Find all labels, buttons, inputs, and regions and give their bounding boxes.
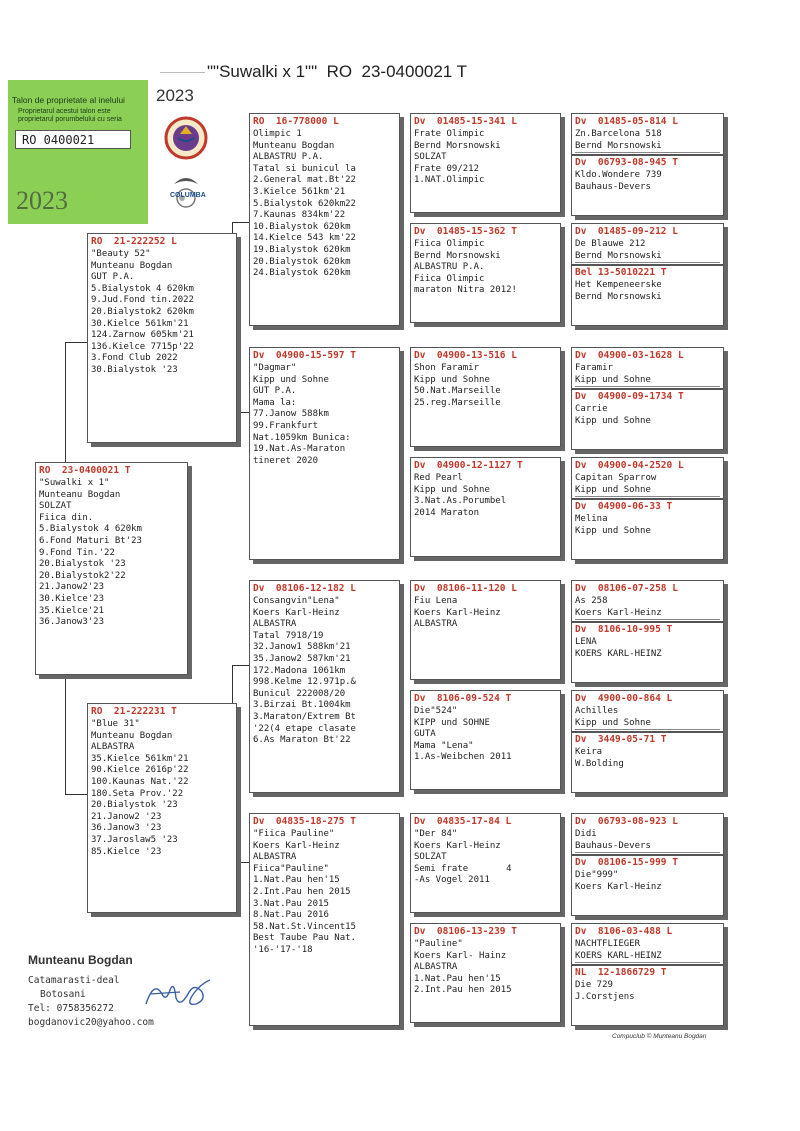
signature-icon (140, 972, 215, 1017)
ring-number: Dv 04900-06-33 T (575, 501, 673, 513)
ring-number: Dv 06793-08-923 L (575, 816, 678, 827)
pigeon-info-line: 1.Nat.Pau hen'15 (414, 973, 501, 984)
ring-number: Dv 8106-09-524 T (414, 693, 512, 704)
pigeon-info-line: 8.Nat.Pau 2016 (253, 910, 329, 921)
pigeon-info-line: ALBASTRU P.A. (253, 152, 324, 163)
pigeon-info-line: 35.Kielce'21 (39, 605, 105, 616)
owner-city: Botosani (40, 989, 86, 1000)
ring-number: Dv 04835-17-84 L (414, 816, 512, 827)
connector (232, 222, 249, 223)
ring-number: RO 16-778000 L (253, 116, 339, 127)
pigeon-info-line: Tatal 7918/19 (253, 630, 324, 641)
pigeon-info-line: SOLZAT (414, 852, 447, 863)
pigeon-info-line: '22(4 etape clasate (253, 723, 356, 734)
pair-divider (572, 964, 723, 966)
pigeon-info-line: Koers Karl- Hainz (414, 950, 507, 961)
ring-number: Dv 04900-15-597 T (253, 350, 356, 361)
pigeon-info-line: GUTA (414, 729, 436, 740)
pigeon-info-line: Fiica din. (39, 512, 94, 523)
pigeon-info-line: Bernd Morsnowski (575, 251, 720, 264)
pigeon-box (249, 113, 400, 326)
pigeon-info-line: 30.Kielce 561km'21 (91, 318, 189, 329)
pigeon-info-line: Het Kempeneerske (575, 280, 662, 291)
pigeon-info-line: -As Vogel 2011 (414, 875, 490, 886)
ring-number: Bel 13-5010221 T (575, 267, 667, 279)
pigeon-info-line: 1.NAT.Olimpic (414, 175, 485, 186)
pigeon-info-line: 20.Bialystok2 620km (91, 306, 194, 317)
certificate-subtext: Proprietarul acestui talon este proprietarul porumbelului cu seria (18, 108, 122, 123)
pigeon-info-line: ALBASTRA (414, 962, 458, 973)
pigeon-info-line: Kldo.Wondere 739 (575, 170, 662, 181)
ring-number: Dv 01485-09-212 L (575, 226, 678, 237)
pigeon-info-line: J.Corstjens (575, 991, 635, 1002)
pigeon-box (35, 462, 188, 675)
pigeon-info-line: 99.Frankfurt (253, 420, 319, 431)
page-title: ""Suwalki x 1"" RO 23-0400021 T (207, 62, 468, 81)
pigeon-info-line: 1.Nat.Pau hen'15 (253, 875, 340, 886)
pigeon-box (410, 113, 561, 213)
pigeon-info-line: Nat.1059km Bunica: (253, 432, 351, 443)
pair-divider (572, 621, 723, 623)
pair-divider (572, 731, 723, 733)
pigeon-info-line: 2014 Maraton (414, 507, 480, 518)
pigeon-info-line: Kipp und Sohne (575, 525, 651, 536)
pigeon-info-line: Koers Karl-Heinz (253, 840, 340, 851)
pair-divider (572, 388, 723, 390)
pigeon-info-line: 3.Birzai Bt.1004km (253, 700, 351, 711)
pigeon-info-line: 35.Janow2 587km'21 (253, 653, 351, 664)
pigeon-info-line: 25.reg.Marseille (414, 397, 501, 408)
pigeon-info-line: Koers Karl-Heinz (253, 607, 340, 618)
pigeon-info-line: 77.Janow 588km (253, 409, 329, 420)
pigeon-info-line: Koers Karl-Heinz (575, 608, 720, 621)
connector (232, 665, 249, 666)
pigeon-info-line: Bauhaus-Devers (575, 181, 651, 192)
pigeon-info-line: Olimpic 1 (253, 129, 302, 139)
pigeon-info-line: 3.Fond Club 2022 (91, 353, 178, 364)
pigeon-info-line: 30.Bialystok '23 (91, 364, 178, 375)
pigeon-info-line: "Beauty 52" (91, 249, 151, 259)
pigeon-info-line: Faramir (575, 363, 613, 373)
ring-number: Dv 08106-11-120 L (414, 583, 517, 594)
pigeon-info-line: "Der 84" (414, 829, 458, 839)
ring-number: Dv 01485-15-341 L (414, 116, 517, 127)
pigeon-info-line: "Dagmar" (253, 363, 297, 373)
pigeon-info-line: 5.Bialystok 4 620km (39, 524, 142, 535)
title-dash (160, 72, 205, 73)
pigeon-info-line: Kipp und Sohne (575, 375, 720, 388)
pigeon-info-line: 24.Bialystok 620km (253, 268, 351, 279)
pigeon-info-line: Shon Faramir (414, 363, 480, 373)
pigeon-info-line: Kipp und Sohne (414, 484, 490, 495)
ring-number: Dv 04900-12-1127 T (414, 460, 523, 471)
pigeon-info-line: ALBASTRA (253, 852, 297, 863)
pigeon-info-line: SOLZAT (414, 152, 447, 163)
pigeon-info-line: Red Pearl (414, 473, 463, 483)
pigeon-info-line: Capitan Sparrow (575, 473, 657, 483)
pigeon-info-line: 124.Zarnow 605km'21 (91, 330, 194, 341)
pigeon-info-line: 36.Janow3 '23 (91, 823, 162, 834)
pigeon-info-line: Mama "Lena" (414, 740, 474, 751)
pigeon-info-line: Achilles (575, 706, 619, 716)
pigeon-info-line: SOLZAT (39, 501, 72, 512)
pigeon-pair-box (571, 580, 724, 683)
pigeon-info-line: Fiica Olimpic (414, 239, 485, 249)
ring-number: Dv 01485-05-814 L (575, 116, 678, 127)
certificate-heading: Talon de proprietate al inelului (12, 95, 125, 105)
pigeon-info-line: 19.Bialystok 620km (253, 244, 351, 255)
pair-divider (572, 264, 723, 266)
pigeon-pair-box (571, 113, 724, 216)
pigeon-info-line: 9.Jud.Fond tin.2022 (91, 295, 194, 306)
pigeon-info-line: 6.Fond Maturi Bt'23 (39, 535, 142, 546)
ring-number: Dv 04835-18-275 T (253, 816, 356, 827)
pigeon-box (249, 813, 400, 1026)
pigeon-info-line: Didi (575, 829, 597, 839)
certificate-year: 2023 (16, 186, 68, 215)
pigeon-info-line: Zn.Barcelona 518 (575, 129, 662, 139)
pigeon-info-line: 58.Nat.St.Vincent15 (253, 921, 356, 932)
pigeon-box (410, 580, 561, 680)
pigeon-box (410, 690, 561, 790)
pigeon-box (249, 580, 400, 793)
owner-place: Catamarasti-deal (28, 975, 120, 986)
ring-number: Dv 06793-08-945 T (575, 157, 678, 169)
pigeon-info-line: 36.Janow3'23 (39, 617, 105, 628)
pigeon-info-line: Tatal si bunicul la (253, 163, 356, 174)
pigeon-info-line: Kipp und Sohne (575, 718, 720, 731)
pigeon-info-line: 5.Bialystok 4 620km (91, 283, 194, 294)
pigeon-pair-box (571, 457, 724, 560)
pigeon-info-line: Kipp und Sohne (575, 415, 651, 426)
pigeon-info-line: Bernd Morsnowski (575, 141, 720, 154)
ring-certificate (8, 80, 148, 224)
ring-number: Dv 08106-15-999 T (575, 857, 678, 869)
pigeon-info-line: tineret 2020 (253, 455, 319, 466)
pigeon-info-line: 180.Seta Prov.'22 (91, 788, 184, 799)
pigeon-info-line: 3.Maraton/Extrem Bt (253, 711, 356, 722)
pigeon-info-line: 172.Madona 1061km (253, 665, 346, 676)
pigeon-pair-box (571, 923, 724, 1026)
pigeon-info-line: Frate Olimpic (414, 129, 485, 139)
pigeon-info-line: 2.Int.Pau hen 2015 (253, 886, 351, 897)
pigeon-info-line: GUT P.A. (91, 272, 135, 283)
ring-number: RO 23-0400021 T (39, 465, 131, 476)
ring-number: Dv 8106-10-995 T (575, 624, 673, 636)
pigeon-info-line: Munteanu Bogdan (253, 140, 335, 151)
pigeon-info-line: Bunicul 222008/20 (253, 688, 346, 699)
pigeon-info-line: Melina (575, 514, 608, 525)
pigeon-info-line: Munteanu Bogdan (91, 730, 173, 741)
pigeon-info-line: Bernd Morsnowski (575, 291, 662, 302)
owner-phone: Tel: 0758356272 (28, 1003, 114, 1014)
pigeon-info-line: Munteanu Bogdan (91, 260, 173, 271)
pigeon-info-line: 90.Kielce 2616p'22 (91, 765, 189, 776)
pigeon-info-line: 136.Kielce 7715p'22 (91, 341, 194, 352)
pigeon-pair-box (571, 813, 724, 916)
pigeon-box (249, 347, 400, 560)
pigeon-info-line: LENA (575, 637, 597, 648)
columba-logo-label: COLUMBA (170, 192, 206, 199)
ring-number: Dv 01485-15-362 T (414, 226, 517, 237)
pigeon-info-line: Mama la: (253, 397, 297, 408)
pigeon-info-line: 9.Fond Tin.'22 (39, 547, 115, 558)
pigeon-info-line: 5.Bialystok 620km22 (253, 198, 356, 209)
pigeon-info-line: Frate 09/212 (414, 163, 480, 174)
pigeon-box (87, 233, 237, 443)
ring-number: Dv 8106-03-488 L (575, 926, 673, 937)
pigeon-info-line: 20.Bialystok2'22 (39, 570, 126, 581)
pigeon-info-line: Fiica Olimpic (414, 273, 485, 284)
pigeon-info-line: 32.Janow1 588km'21 (253, 642, 351, 653)
ring-year: 2023 (156, 86, 194, 105)
pigeon-info-line: GUT P.A. (253, 386, 297, 397)
pigeon-info-line: 2.General mat.Bt'22 (253, 175, 356, 186)
pigeon-info-line: Bernd Morsnowski (414, 140, 501, 151)
ring-number: RO 21-222231 T (91, 706, 177, 717)
pair-divider (572, 498, 723, 500)
pigeon-pair-box (571, 347, 724, 450)
pigeon-info-line: Carrie (575, 404, 608, 415)
pair-divider (572, 154, 723, 156)
pigeon-info-line: Bauhaus-Devers (575, 841, 720, 854)
ring-number: RO 21-222252 L (91, 236, 177, 247)
ring-number: Dv 08106-13-239 T (414, 926, 517, 937)
pigeon-info-line: ALBASTRU P.A. (414, 262, 485, 273)
owner-email: bogdanovic20@yahoo.com (28, 1017, 154, 1028)
pigeon-info-line: 20.Bialystok 620km (253, 256, 351, 267)
pigeon-info-line: De Blauwe 212 (575, 239, 646, 249)
pigeon-info-line: Consangvin"Lena" (253, 596, 340, 606)
pigeon-info-line: Munteanu Bogdan (39, 489, 121, 500)
pigeon-info-line: Koers Karl-Heinz (414, 840, 501, 851)
pigeon-info-line: "Pauline" (414, 939, 463, 949)
pigeon-box (410, 457, 561, 557)
pigeon-info-line: 7.Kaunas 834km'22 (253, 210, 346, 221)
pigeon-info-line: 3.Nat.Pau 2015 (253, 898, 329, 909)
pigeon-info-line: 21.Janow2 '23 (91, 811, 162, 822)
pigeon-box (410, 813, 561, 913)
pigeon-info-line: 2.Int.Pau hen 2015 (414, 985, 512, 996)
pigeon-info-line: Semi frate 4 (414, 863, 512, 874)
pigeon-pair-box (571, 223, 724, 326)
pigeon-box (410, 923, 561, 1023)
pigeon-info-line: 50.Nat.Marseille (414, 386, 501, 397)
pigeon-info-line: Fiica"Pauline" (253, 863, 329, 874)
pigeon-info-line: KOERS KARL-HEINZ (575, 648, 662, 659)
pigeon-info-line: 85.Kielce '23 (91, 846, 162, 857)
pigeon-info-line: 37.Jaroslaw5 '23 (91, 834, 178, 845)
pigeon-info-line: Koers Karl-Heinz (414, 607, 501, 618)
pigeon-info-line: 35.Kielce 561km'21 (91, 753, 189, 764)
pigeon-info-line: Fiu Lena (414, 596, 458, 606)
pigeon-info-line: 6.As Maraton Bt'22 (253, 735, 351, 746)
pigeon-info-line: Bernd Morsnowski (414, 250, 501, 261)
ring-number: NL 12-1866729 T (575, 967, 667, 979)
pigeon-info-line: W.Bolding (575, 758, 624, 769)
pigeon-info-line: KIPP und SOHNE (414, 717, 490, 728)
ring-number: Dv 08106-12-182 L (253, 583, 356, 594)
pigeon-pair-box (571, 690, 724, 793)
pigeon-info-line: Kipp und Sohne (253, 374, 329, 385)
pigeon-info-line: Die 729 (575, 980, 613, 991)
pigeon-info-line: Kipp und Sohne (414, 374, 490, 385)
pigeon-box (87, 703, 237, 913)
pigeon-info-line: Die"524" (414, 706, 458, 716)
connector (65, 342, 87, 343)
pigeon-info-line: 1.As-Weibchen 2011 (414, 752, 512, 763)
ring-number: Dv 4900-00-864 L (575, 693, 673, 704)
pigeon-info-line: 100.Kaunas Nat.'22 (91, 776, 189, 787)
ring-number: Dv 3449-05-71 T (575, 734, 667, 746)
pigeon-info-line: '16-'17-'18 (253, 944, 313, 955)
pigeon-info-line: 3.Kielce 561km'21 (253, 186, 346, 197)
pigeon-info-line: 3.Nat.As.Porumbel (414, 496, 507, 507)
pigeon-info-line: Keira (575, 747, 603, 758)
pigeon-info-line: Koers Karl-Heinz (575, 881, 662, 892)
pigeon-info-line: 21.Janow2'23 (39, 582, 105, 593)
pigeon-info-line: As 258 (575, 596, 608, 606)
certificate-ring-number: RO 0400021 (15, 130, 131, 149)
pigeon-box (410, 223, 561, 323)
owner-name: Munteanu Bogdan (28, 953, 133, 967)
pigeon-info-line: ALBASTRA (414, 619, 458, 630)
pigeon-info-line: Kipp und Sohne (575, 485, 720, 498)
pigeon-info-line: maraton Nitra 2012! (414, 285, 517, 296)
pigeon-info-line: KOERS KARL-HEINZ (575, 951, 720, 964)
pair-divider (572, 854, 723, 856)
connector (65, 794, 87, 795)
pigeon-info-line: Die"999" (575, 870, 619, 881)
pigeon-info-line: 20.Bialystok '23 (39, 559, 126, 570)
pigeon-info-line: "Blue 31" (91, 719, 140, 729)
pigeon-info-line: Best Taube Pau Nat. (253, 933, 356, 944)
pigeon-box (410, 347, 561, 447)
ring-number: Dv 04900-03-1628 L (575, 350, 684, 361)
pigeon-info-line: "Fiica Pauline" (253, 829, 335, 839)
connector (65, 677, 66, 794)
pigeon-info-line: NACHTFLIEGER (575, 939, 641, 949)
pigeon-info-line: 998.Kelme 12.971p.& (253, 677, 356, 688)
pigeon-info-line: 19.Nat.As-Maraton (253, 444, 346, 455)
ring-number: Dv 04900-13-516 L (414, 350, 517, 361)
ring-number: Dv 04900-09-1734 T (575, 391, 684, 403)
pigeon-info-line: "Suwalki x 1" (39, 478, 110, 488)
pigeon-info-line: 14.Kielce 543 km'22 (253, 233, 356, 244)
pigeon-info-line: ALBASTRA (253, 619, 297, 630)
ring-number: Dv 04900-04-2520 L (575, 460, 684, 471)
pigeon-info-line: 10.Bialystok 620km (253, 221, 351, 232)
credit-text: Compuclub © Munteanu Bogdan (612, 1033, 707, 1040)
pigeon-info-line: 30.Kielce'23 (39, 593, 105, 604)
pigeon-info-line: 20.Bialystok '23 (91, 800, 178, 811)
ring-number: Dv 08106-07-258 L (575, 583, 678, 594)
pigeon-info-line: ALBASTRA (91, 742, 135, 753)
connector (65, 342, 66, 464)
